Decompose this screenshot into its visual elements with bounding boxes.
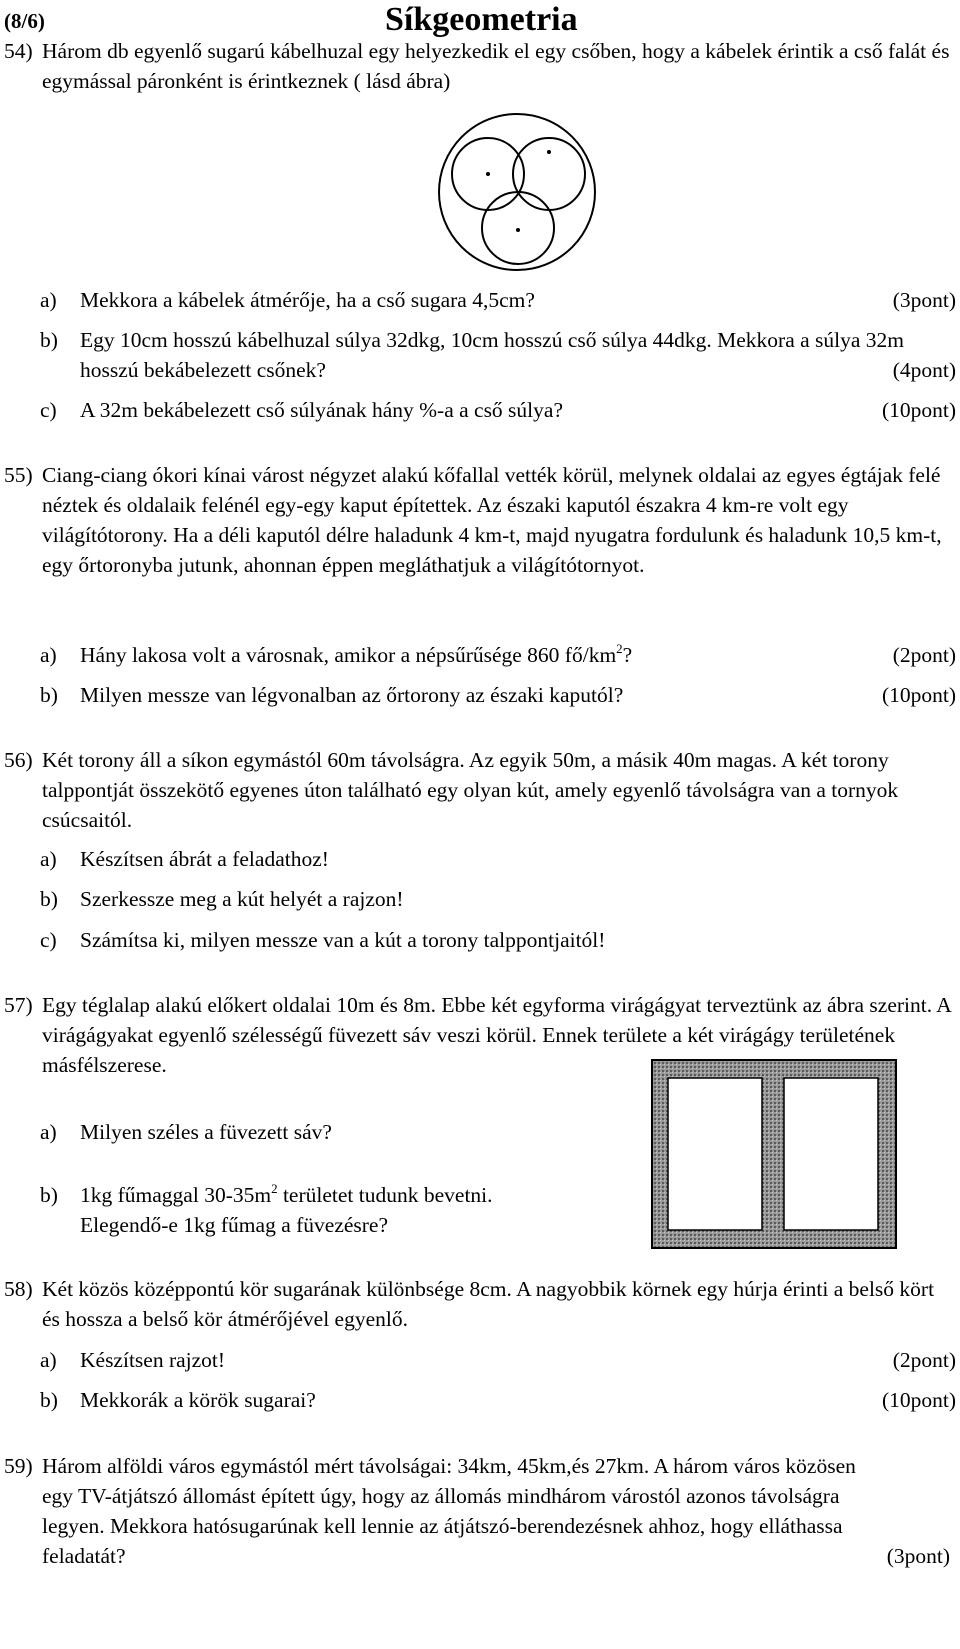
subquestion-54c: c) A 32m bekábelezett cső súlyának hány %-a a cső súlya? (10pont) [40,395,956,425]
problem-text: Két közös középpontú kör sugarának különbsége 8cm. A nagyobbik körnek egy húrja érinti a belső kört és hossza a belső kör átmérőjével egyenlő. [42,1277,935,1331]
subquestion-55b: b) Milyen messze van légvonalban az őrtorony az északi kaputól? (10pont) [40,680,956,710]
problem-number: 54) [4,39,33,63]
problem-text: Három alföldi város egymástól mért távolságai: 34km, 45km,és 27km. A három város közösen egy TV-átjátszó állomást épített úgy, hogy az állomás mindhárom várostól azonos távolságra legyen. Mekkora hatósugarúnak kell lennie az átjátszó-berendezésnek ahhoz, hogy elláthassa feladatát? [42,1454,856,1568]
subquestion-56a: a) Készítsen ábrát a feladathoz! [40,847,329,871]
three-circles-in-pipe-figure [428,96,606,284]
subquestion-58a: a) Készítsen rajzot! (2pont) [40,1345,956,1375]
points-label: (10pont) [881,683,956,707]
problem-number: 58) [4,1277,33,1301]
problem-58 [4,1274,954,1334]
subquestion-54a: a) Mekkora a kábelek átmérője, ha a cső sugara 4,5cm? (3pont) [40,285,956,315]
subquestion-56c: c) Számítsa ki, milyen messze van a kút a torony talppontjaitól! [40,928,606,952]
subquestion-55a: a) Hány lakosa volt a városnak, amikor a népsűrűsége 860 $fő/km^2$? (2pont) [40,640,956,670]
problem-number: 57) [4,993,33,1017]
problem-56 [4,745,954,835]
problem-55 [4,460,954,580]
subquestion-58b: b) Mekkorák a körök sugarai? (10pont) [40,1385,956,1415]
page-code: (8/6) [4,9,45,33]
problem-number: 55) [4,463,33,487]
problem-text: Ciang-ciang ókori kínai várost négyzet alakú kőfallal vették körül, melynek oldalai az egyes égtájak felé néztek és oldalaik felénél egy-egy kaput építettek. Az északi kaputól északra 4 km-re volt egy világítótorony. Ha a déli kaputól délre haladunk 4 km-t, majd nyugatra fordulunk és haladunk 10,5 km-t, egy őrtoronyba jutunk, ahonnan éppen megláthatjuk a világítótornyot. [42,463,942,577]
points-label: (3pont) [886,1544,950,1568]
points-label: (3pont) [892,288,956,312]
subquestion-56b: b) Szerkessze meg a kút helyét a rajzon! [40,887,404,911]
subquestion-57b: b) 1kg fűmaggal $30-35m^2$ területet tudunk bevetni. Elegendő-e 1kg fűmag a füvezésre? [40,1181,493,1237]
points-label: (10pont) [881,398,956,422]
problem-number: 56) [4,748,33,772]
page-title: Síkgeometria [385,1,578,38]
points-label: (2pont) [892,1348,956,1372]
problem-54 [4,36,954,96]
points-label: (4pont) [892,358,956,382]
points-label: (2pont) [892,643,956,667]
problem-text: Három db egyenlő sugarú kábelhuzal egy helyezkedik el egy csőben, hogy a kábelek érintik a cső falát és egymással páronként is érintkeznek ( lásd ábra) [42,39,950,93]
subquestion-57a: a) Milyen széles a füvezett sáv? [40,1120,332,1144]
problem-text: Két torony áll a síkon egymástól 60m távolságra. Az egyik 50m, a másik 40m magas. A két torony talppontját összekötő egyenes úton található egy olyan kút, amely egyenlő távolságra van a tornyok csúcsaitól. [42,748,899,832]
problem-number: 59) [4,1454,33,1478]
subquestion-54b: b) Egy 10cm hosszú kábelhuzal súlya 32dkg, 10cm hosszú cső súlya 44dkg. Mekkora a súlya 32m hosszú bekábelezett csőnek? (4pont) [40,325,956,385]
points-label: (10pont) [881,1388,956,1412]
problem-59 [4,1451,954,1571]
problem-text: Egy téglalap alakú előkert oldalai 10m és 8m. Ebbe két egyforma virágágyat terveztünk az ábra szerint. A virágágyakat egyenlő szélességű füvezett sáv veszi körül. Ennek területe a két virágágy területének másfélszerese. [42,993,951,1077]
